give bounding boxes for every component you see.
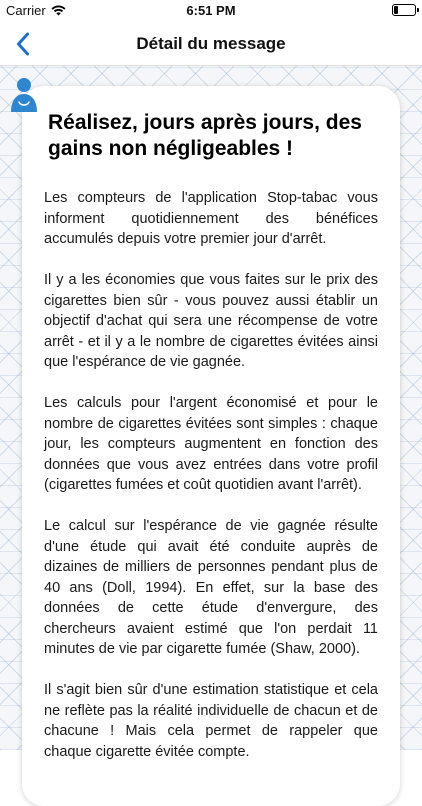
page-title: Détail du message bbox=[136, 34, 286, 53]
person-icon bbox=[8, 76, 40, 114]
message-paragraph-4: Le calcul sur l'espérance de vie gagnée résulte d'une étude qui avait été conduite auprès de dizaines de milliers de personnes pendant plus de 40 ans (Doll, 1994). En effet, sur la base des données de cette étude d'envergure, des chercheurs avaient estimé que l'on perdait 11 minutes de vie par cigarette fumée (Shaw, 2000). bbox=[44, 518, 378, 657]
message-card bbox=[22, 86, 400, 806]
carrier-label: Carrier bbox=[6, 3, 46, 18]
status-bar bbox=[0, 0, 422, 22]
status-time: 6:51 PM bbox=[186, 3, 236, 18]
avatar bbox=[8, 76, 40, 114]
message-paragraph-2: Il y a les économies que vous faites sur le prix des cigarettes bien sûr - vous pouvez aussi établir un objectif d'achat qui sera une récompense de votre arrêt - et il y a le nombre de cigarettes évitées ainsi que l'espérance de vie gagnée. bbox=[44, 272, 378, 370]
status-right bbox=[392, 4, 416, 16]
message-paragraph-5: Il s'agit bien sûr d'une estimation statistique et cela ne reflète pas la réalité individuelle de chacun et de chacune ! Mais cela permet de rappeler que chaque cigarette évitée compte. bbox=[44, 682, 378, 760]
message-title: Réalisez, jours après jours, des gains non négligeables ! bbox=[48, 111, 362, 160]
message-paragraph-1: Les compteurs de l'application Stop-tabac vous informent quotidiennement des bénéfices accumulés depuis votre premier jour d'arrêt. bbox=[44, 190, 378, 247]
battery-icon bbox=[392, 4, 416, 16]
message-content-area[interactable] bbox=[0, 66, 422, 760]
message-paragraph-3: Les calculs pour l'argent économisé et pour le nombre de cigarettes évitées sont simples : chaque jour, les compteurs augmentent en fonction des données que vous avez entrées dans votre profil (cigarettes fumées et coût quotidien avant l'arrêt). bbox=[44, 395, 378, 493]
navigation-bar bbox=[0, 22, 422, 66]
battery-fill bbox=[394, 6, 398, 14]
